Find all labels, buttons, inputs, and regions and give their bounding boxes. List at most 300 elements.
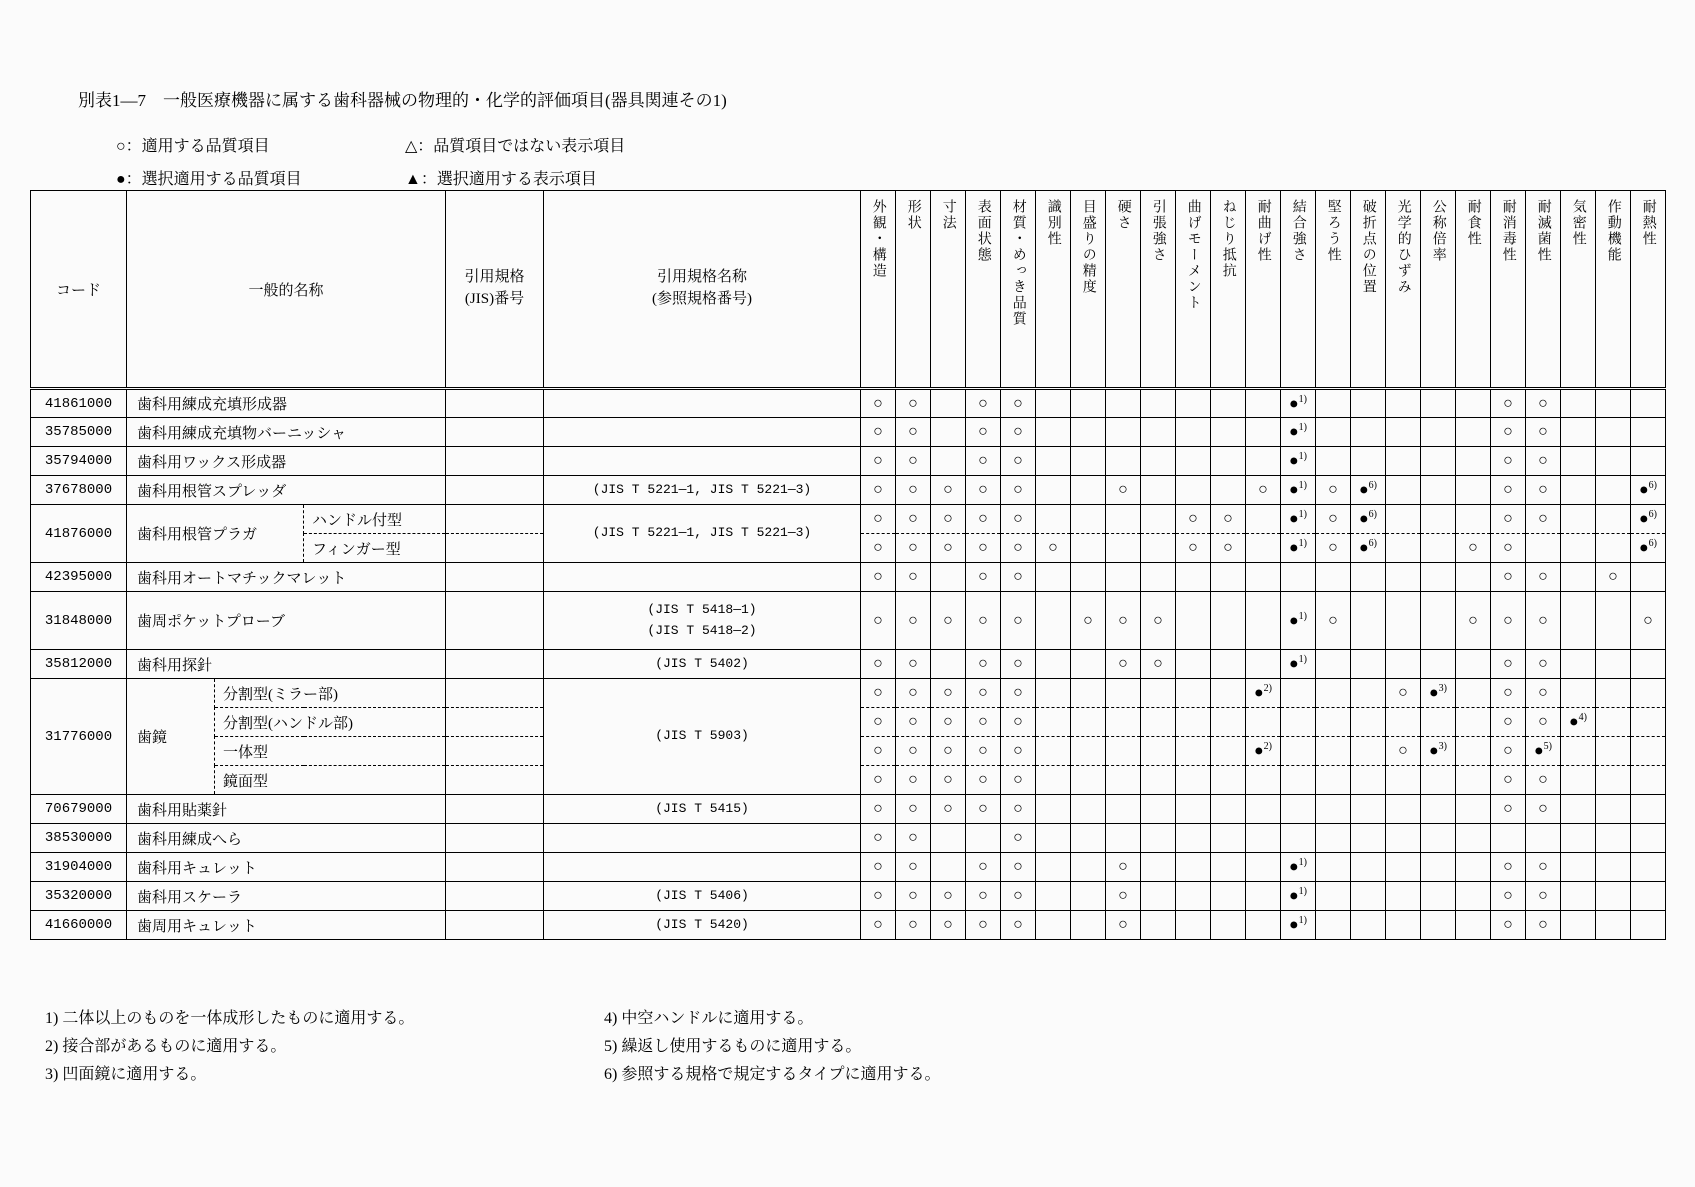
- symbol-cell: ○: [1246, 476, 1281, 505]
- symbol-cell: [1106, 563, 1141, 592]
- name-cell: 歯科用オートマチックマレット: [127, 563, 446, 592]
- symbol-cell: [1246, 824, 1281, 853]
- symbol-cell: [1631, 766, 1666, 795]
- symbol-cell: [1211, 737, 1246, 766]
- table-row: [31, 795, 1666, 824]
- symbol-cell: ○: [1141, 592, 1176, 650]
- symbol-cell: ○: [931, 795, 966, 824]
- symbol-cell: [1176, 795, 1211, 824]
- symbol-cell: [1316, 766, 1351, 795]
- symbol-cell: [1141, 824, 1176, 853]
- symbol-cell: ○: [861, 824, 896, 853]
- symbol-cell: ○: [896, 853, 931, 882]
- column-header-criteria: [896, 191, 931, 389]
- symbol-cell: [1106, 534, 1141, 563]
- subtype-cell: 鏡面型: [215, 766, 446, 795]
- symbol-cell: ●$^{6)}$: [1631, 534, 1666, 563]
- table-row: [31, 592, 1666, 650]
- symbol-cell: [1421, 563, 1456, 592]
- code-cell: 31848000: [31, 592, 127, 650]
- symbol-cell: [1351, 389, 1386, 418]
- symbol-cell: ○: [931, 505, 966, 534]
- table-row: [31, 853, 1666, 882]
- symbol-cell: [1421, 882, 1456, 911]
- symbol-cell: [1141, 766, 1176, 795]
- symbol-cell: [1141, 679, 1176, 708]
- criteria-label: 耐食性: [1465, 199, 1481, 247]
- criteria-label: 識別性: [1045, 199, 1061, 247]
- symbol-cell: [1106, 679, 1141, 708]
- symbol-cell: [1421, 505, 1456, 534]
- symbol-cell: ○: [966, 853, 1001, 882]
- symbol-cell: ○: [1106, 592, 1141, 650]
- symbol-cell: [1351, 795, 1386, 824]
- symbol-cell: ○: [1386, 679, 1421, 708]
- ref-cell: [544, 824, 861, 853]
- symbol-cell: ○: [1491, 737, 1526, 766]
- symbol-cell: ○: [1001, 766, 1036, 795]
- symbol-cell: ○: [966, 389, 1001, 418]
- symbol-cell: ○: [861, 708, 896, 737]
- symbol-cell: ○: [1211, 505, 1246, 534]
- symbol-cell: [1246, 447, 1281, 476]
- ref-cell: [544, 389, 861, 418]
- symbol-cell: [1211, 563, 1246, 592]
- column-header-ref-name: 引用規格名称 (参照規格番号): [544, 191, 861, 389]
- criteria-label: 耐熱性: [1640, 199, 1656, 247]
- symbol-cell: ○: [896, 679, 931, 708]
- symbol-cell: ○: [861, 447, 896, 476]
- symbol-cell: [1071, 389, 1106, 418]
- name-cell: 歯科用ワックス形成器: [127, 447, 446, 476]
- symbol-cell: [1176, 389, 1211, 418]
- symbol-cell: [931, 853, 966, 882]
- symbol-cell: ○: [1211, 534, 1246, 563]
- symbol-cell: [1561, 534, 1596, 563]
- symbol-cell: [1106, 708, 1141, 737]
- symbol-cell: [1386, 418, 1421, 447]
- symbol-cell: ○: [1001, 650, 1036, 679]
- jis-cell: [446, 447, 544, 476]
- symbol-cell: [1071, 824, 1106, 853]
- footnote-3: 3) 凹面鏡に適用する。: [45, 1066, 207, 1083]
- symbol-cell: ○: [931, 708, 966, 737]
- symbol-cell: [1631, 795, 1666, 824]
- jis-cell: [446, 650, 544, 679]
- ref-line: (JIS T 5415): [655, 800, 749, 816]
- symbol-cell: [1246, 708, 1281, 737]
- symbol-cell: ○: [1491, 766, 1526, 795]
- symbol-cell: [1386, 911, 1421, 940]
- criteria-label: 結合強さ: [1290, 199, 1306, 263]
- symbol-cell: [1246, 563, 1281, 592]
- ref-line: (JIS T 5903): [655, 728, 749, 744]
- symbol-cell: [1071, 766, 1106, 795]
- symbol-cell: ○: [1106, 650, 1141, 679]
- symbol-cell: [1386, 389, 1421, 418]
- symbol-cell: [1141, 476, 1176, 505]
- table-row: [31, 824, 1666, 853]
- column-header-criteria: [931, 191, 966, 389]
- symbol-cell: [1631, 650, 1666, 679]
- criteria-label: 作動機能: [1605, 199, 1621, 263]
- column-header-criteria: [1316, 191, 1351, 389]
- symbol-cell: [1631, 824, 1666, 853]
- footnotes: [45, 1005, 941, 1089]
- symbol-cell: [1561, 476, 1596, 505]
- symbol-cell: ○: [1106, 476, 1141, 505]
- symbol-cell: ○: [1106, 853, 1141, 882]
- code-cell: 37678000: [31, 476, 127, 505]
- symbol-cell: ○: [896, 592, 931, 650]
- symbol-cell: [1456, 476, 1491, 505]
- column-header-criteria: [861, 191, 896, 389]
- symbol-cell: ●$^{1)}$: [1281, 882, 1316, 911]
- symbol-cell: [1281, 737, 1316, 766]
- symbol-cell: ○: [896, 418, 931, 447]
- criteria-label: 気密性: [1570, 199, 1586, 247]
- symbol-cell: [1246, 853, 1281, 882]
- ref-line: (JIS T 5221—1, JIS T 5221—3): [592, 525, 812, 541]
- symbol-cell: [1631, 708, 1666, 737]
- subtype-cell: 一体型: [215, 737, 446, 766]
- symbol-cell: [1456, 679, 1491, 708]
- page-title: 別表1—7 一般医療機器に属する歯科器械の物理的・化学的評価項目(器具関連その1): [78, 91, 727, 110]
- code-cell: 35785000: [31, 418, 127, 447]
- table-row: [31, 911, 1666, 940]
- symbol-cell: ●$^{1)}$: [1281, 389, 1316, 418]
- legend-item-selective-display: ▲：選択適用する表示項目: [405, 171, 597, 188]
- symbol-cell: [1246, 882, 1281, 911]
- symbol-cell: [1561, 650, 1596, 679]
- symbol-cell: ○: [931, 766, 966, 795]
- ref-line: (JIS T 5402): [655, 655, 749, 671]
- symbol-cell: [1071, 534, 1106, 563]
- symbol-cell: [1036, 476, 1071, 505]
- symbol-cell: ○: [966, 476, 1001, 505]
- symbol-cell: [1456, 650, 1491, 679]
- symbol-cell: [1631, 737, 1666, 766]
- symbol-cell: ○: [896, 766, 931, 795]
- code-cell: 31904000: [31, 853, 127, 882]
- name-cell: 歯科用スケーラ: [127, 882, 446, 911]
- symbol-cell: ○: [1001, 447, 1036, 476]
- symbol-cell: [1071, 505, 1106, 534]
- symbol-cell: [1176, 476, 1211, 505]
- jis-cell: [446, 795, 544, 824]
- column-header-criteria: [1351, 191, 1386, 389]
- symbol-cell: [1211, 708, 1246, 737]
- footnote-ref: 1): [1298, 886, 1307, 898]
- symbol-cell: [1596, 650, 1631, 679]
- symbol-cell: ○: [966, 650, 1001, 679]
- symbol-cell: [1106, 418, 1141, 447]
- symbol-cell: [931, 389, 966, 418]
- symbol-cell: [1561, 592, 1596, 650]
- symbol-cell: [1456, 911, 1491, 940]
- jis-cell: [446, 853, 544, 882]
- symbol-cell: ○: [1491, 447, 1526, 476]
- symbol-cell: [1421, 476, 1456, 505]
- symbol-cell: [1281, 795, 1316, 824]
- symbol-cell: [1631, 418, 1666, 447]
- ref-cell: [544, 853, 861, 882]
- symbol-cell: ○: [1141, 650, 1176, 679]
- symbol-cell: [1246, 795, 1281, 824]
- symbol-cell: ○: [1491, 534, 1526, 563]
- symbol-cell: [1456, 853, 1491, 882]
- symbol-cell: [1456, 447, 1491, 476]
- column-header-criteria: [1001, 191, 1036, 389]
- symbol-cell: [1596, 795, 1631, 824]
- symbol-cell: [1141, 534, 1176, 563]
- name-cell: 歯科用練成充填物バーニッシャ: [127, 418, 446, 447]
- jis-cell: [446, 534, 544, 563]
- jis-cell: [446, 592, 544, 650]
- symbol-cell: ○: [1001, 476, 1036, 505]
- symbol-cell: ○: [966, 911, 1001, 940]
- symbol-cell: ○: [1491, 882, 1526, 911]
- jis-cell: [446, 563, 544, 592]
- symbol-cell: ○: [1526, 795, 1561, 824]
- criteria-label: 堅ろう性: [1325, 199, 1341, 263]
- symbol-cell: [1456, 824, 1491, 853]
- symbol-cell: [1421, 418, 1456, 447]
- footnote-ref: 1): [1298, 509, 1307, 521]
- symbol-cell: [1176, 447, 1211, 476]
- symbol-cell: [1491, 824, 1526, 853]
- symbol-cell: [1596, 505, 1631, 534]
- symbol-cell: ○: [861, 882, 896, 911]
- symbol-cell: ○: [861, 418, 896, 447]
- subtype-cell: 分割型(ハンドル部): [215, 708, 446, 737]
- criteria-label: 光学的ひずみ: [1395, 199, 1411, 295]
- symbol-cell: [1071, 447, 1106, 476]
- symbol-cell: ○: [1316, 505, 1351, 534]
- symbol-cell: [1316, 708, 1351, 737]
- symbol-cell: ○: [1526, 882, 1561, 911]
- symbol-cell: [1071, 563, 1106, 592]
- footnote-ref: 1): [1298, 538, 1307, 550]
- ref-cell: [544, 476, 861, 505]
- symbol-cell: ○: [861, 505, 896, 534]
- symbol-cell: ○: [966, 534, 1001, 563]
- criteria-label: 目盛りの精度: [1080, 199, 1096, 295]
- symbol-cell: [1036, 882, 1071, 911]
- ref-cell: [544, 592, 861, 650]
- footnote-ref: 3): [1438, 683, 1447, 695]
- footnote-ref: 1): [1298, 610, 1307, 622]
- ref-cell: [544, 911, 861, 940]
- symbol-cell: ○: [861, 795, 896, 824]
- table-row: [31, 476, 1666, 505]
- symbol-cell: [1456, 389, 1491, 418]
- symbol-cell: [1596, 389, 1631, 418]
- jis-cell: [446, 505, 544, 534]
- symbol-cell: ○: [861, 563, 896, 592]
- footnote-ref: 1): [1298, 915, 1307, 927]
- symbol-cell: ○: [1526, 389, 1561, 418]
- jis-cell: [446, 911, 544, 940]
- symbol-cell: ○: [966, 679, 1001, 708]
- symbol-cell: [1036, 505, 1071, 534]
- symbol-cell: [1456, 418, 1491, 447]
- symbol-cell: [1386, 853, 1421, 882]
- symbol-cell: [1106, 766, 1141, 795]
- symbol-cell: [1526, 824, 1561, 853]
- symbol-cell: [1351, 708, 1386, 737]
- ref-line: (JIS T 5420): [655, 916, 749, 932]
- symbol-cell: [1421, 592, 1456, 650]
- code-cell: 35812000: [31, 650, 127, 679]
- name-cell: 歯科用練成へら: [127, 824, 446, 853]
- symbol-cell: [1316, 389, 1351, 418]
- symbol-cell: ●$^{6)}$: [1631, 476, 1666, 505]
- symbol-cell: [1386, 766, 1421, 795]
- symbol-cell: [1246, 911, 1281, 940]
- subtype-cell: ハンドル付型: [304, 505, 446, 534]
- code-cell: 41876000: [31, 505, 127, 563]
- symbol-cell: [1596, 853, 1631, 882]
- ref-cell: [544, 505, 861, 563]
- symbol-cell: [1106, 505, 1141, 534]
- name-cell: 歯科用根管スプレッダ: [127, 476, 446, 505]
- symbol-cell: [1351, 447, 1386, 476]
- ref-cell: [544, 795, 861, 824]
- symbol-cell: ●$^{3)}$: [1421, 679, 1456, 708]
- column-header-criteria: [1386, 191, 1421, 389]
- symbol-cell: ○: [896, 824, 931, 853]
- symbol-cell: [1316, 679, 1351, 708]
- evaluation-table: [30, 190, 1666, 940]
- symbol-cell: ○: [861, 534, 896, 563]
- footnote-ref: 6): [1648, 509, 1657, 521]
- column-header-criteria: [1176, 191, 1211, 389]
- symbol-cell: ○: [931, 737, 966, 766]
- symbol-cell: [1316, 563, 1351, 592]
- symbol-cell: ○: [1526, 650, 1561, 679]
- symbol-cell: [1386, 650, 1421, 679]
- symbol-cell: ○: [1526, 766, 1561, 795]
- symbol-cell: ○: [1386, 737, 1421, 766]
- symbol-cell: [1071, 795, 1106, 824]
- symbol-cell: ●$^{1)}$: [1281, 650, 1316, 679]
- symbol-cell: [1246, 650, 1281, 679]
- symbol-cell: [1176, 708, 1211, 737]
- symbol-cell: ○: [896, 476, 931, 505]
- symbol-cell: [1036, 650, 1071, 679]
- symbol-cell: ○: [896, 447, 931, 476]
- symbol-cell: ●$^{5)}$: [1526, 737, 1561, 766]
- symbol-cell: [1596, 766, 1631, 795]
- symbol-cell: [1631, 853, 1666, 882]
- legend-item-applicable: ○：適用する品質項目: [116, 138, 270, 155]
- code-cell: 42395000: [31, 563, 127, 592]
- criteria-label: 硬さ: [1115, 199, 1131, 231]
- table-row: [31, 563, 1666, 592]
- criteria-label: 材質・めっき品質: [1010, 199, 1026, 327]
- symbol-cell: [1036, 447, 1071, 476]
- symbol-cell: [1596, 679, 1631, 708]
- symbol-cell: [1141, 708, 1176, 737]
- symbol-cell: [1071, 708, 1106, 737]
- symbol-cell: [1071, 476, 1106, 505]
- symbol-cell: [1386, 592, 1421, 650]
- symbol-cell: [1281, 708, 1316, 737]
- column-header-criteria: [966, 191, 1001, 389]
- symbol-cell: [1316, 650, 1351, 679]
- symbol-cell: ○: [966, 592, 1001, 650]
- symbol-cell: [931, 650, 966, 679]
- symbol-cell: [1631, 563, 1666, 592]
- code-cell: 31776000: [31, 679, 127, 795]
- symbol-cell: [1211, 853, 1246, 882]
- symbol-cell: ○: [861, 766, 896, 795]
- symbol-cell: [1596, 737, 1631, 766]
- symbol-cell: [1106, 824, 1141, 853]
- column-header-criteria: [1631, 191, 1666, 389]
- name-cell: 歯科用探針: [127, 650, 446, 679]
- column-header-criteria: [1036, 191, 1071, 389]
- symbol-cell: [1141, 911, 1176, 940]
- ref-line: (JIS T 5221—1, JIS T 5221—3): [592, 481, 812, 497]
- footnote-ref: 6): [1648, 538, 1657, 550]
- symbol-cell: ○: [931, 476, 966, 505]
- symbol-cell: ○: [1491, 853, 1526, 882]
- table-row: [31, 447, 1666, 476]
- footnote-ref: 4): [1578, 712, 1587, 724]
- symbol-cell: [1351, 418, 1386, 447]
- column-header-criteria: [1596, 191, 1631, 389]
- symbol-cell: [1386, 708, 1421, 737]
- symbol-cell: [1561, 853, 1596, 882]
- symbol-cell: ○: [966, 795, 1001, 824]
- symbol-cell: ●$^{4)}$: [1561, 708, 1596, 737]
- name-cell: 歯科用練成充填形成器: [127, 389, 446, 418]
- symbol-cell: ○: [1001, 563, 1036, 592]
- symbol-cell: [1246, 389, 1281, 418]
- column-header-criteria: [1211, 191, 1246, 389]
- footnote-ref: 3): [1438, 741, 1447, 753]
- symbol-cell: [1176, 650, 1211, 679]
- symbol-cell: [931, 447, 966, 476]
- column-header-jis-number: 引用規格 (JIS)番号: [446, 191, 544, 389]
- symbol-cell: ○: [1631, 592, 1666, 650]
- symbol-cell: ●$^{2)}$: [1246, 679, 1281, 708]
- footnote-ref: 1): [1298, 654, 1307, 666]
- symbol-cell: [1141, 882, 1176, 911]
- symbol-cell: [1386, 505, 1421, 534]
- symbol-cell: [1421, 824, 1456, 853]
- criteria-label: 耐曲げ性: [1255, 199, 1271, 263]
- criteria-label: 耐滅菌性: [1535, 199, 1551, 263]
- symbol-cell: [1561, 418, 1596, 447]
- symbol-cell: [1141, 389, 1176, 418]
- symbol-cell: ○: [896, 534, 931, 563]
- symbol-cell: [1561, 766, 1596, 795]
- symbol-cell: [1421, 534, 1456, 563]
- symbol-cell: [1421, 708, 1456, 737]
- symbol-cell: [1561, 795, 1596, 824]
- criteria-label: 引張強さ: [1150, 199, 1166, 263]
- symbol-cell: ○: [966, 766, 1001, 795]
- symbol-cell: [1561, 824, 1596, 853]
- symbol-cell: ○: [1526, 505, 1561, 534]
- symbol-cell: ○: [896, 911, 931, 940]
- name-cell: 歯科用貼薬針: [127, 795, 446, 824]
- symbol-cell: ○: [861, 679, 896, 708]
- symbol-cell: [1176, 563, 1211, 592]
